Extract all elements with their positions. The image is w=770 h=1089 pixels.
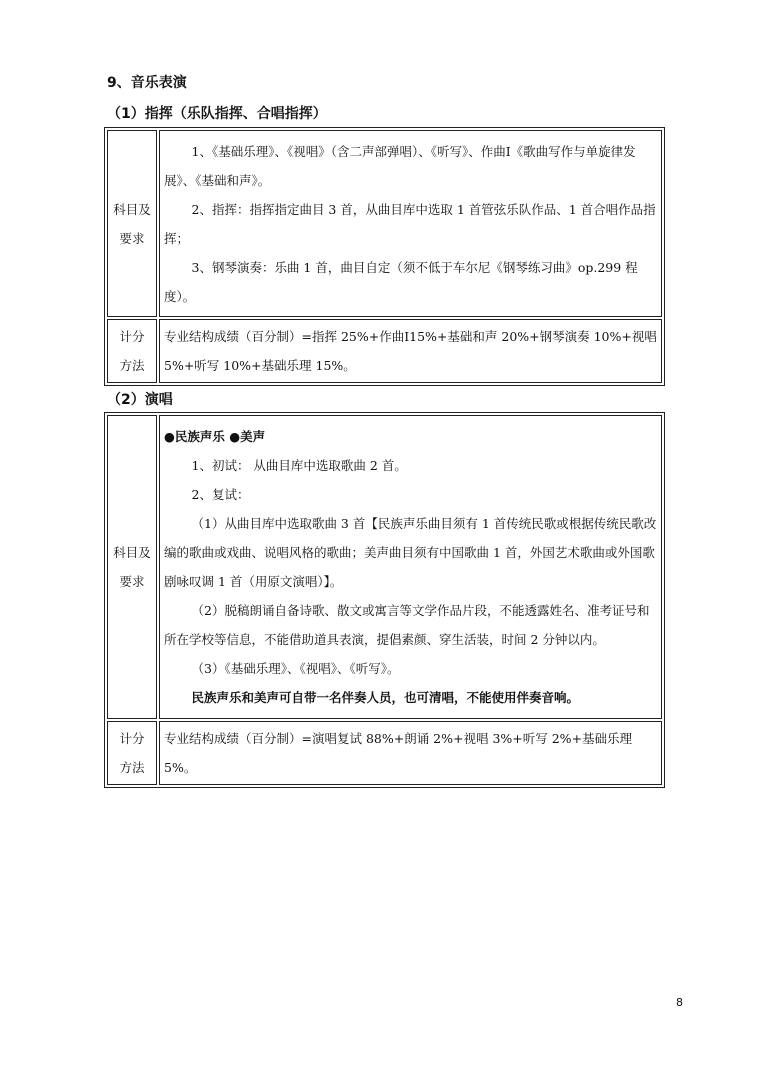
subsection-title-singing: （2）演唱	[107, 392, 173, 408]
requirement-item: （1）从曲目库中选取歌曲 3 首【民族声乐曲目须有 1 首传统民歌或根据传统民歌改编的歌曲或戏曲、说唱风格的歌曲；美声曲目须有中国歌曲 1 首，外国艺术歌曲或外国歌剧咏叹调 1 首（用原文演唱）】。	[164, 516, 657, 589]
label-line: 要求	[119, 574, 145, 589]
page-number: 8	[676, 996, 683, 1009]
subsection-title-conducting: （1）指挥（乐队指挥、合唱指挥）	[107, 106, 327, 122]
label-line: 计分	[119, 731, 145, 746]
requirements-label	[107, 415, 157, 719]
accompaniment-note: 民族声乐和美声可自带一名伴奏人员，也可清唱，不能使用伴奏音响。	[191, 690, 580, 705]
label-line: 科目及	[113, 545, 151, 560]
score-content	[159, 721, 662, 785]
label-line: 方法	[119, 760, 145, 775]
table-row	[107, 415, 662, 719]
requirement-item: 2、复试：	[191, 487, 250, 502]
label-line: 要求	[119, 230, 145, 246]
requirements-content	[159, 415, 662, 719]
table-row	[107, 130, 662, 317]
score-label	[107, 319, 157, 383]
label-line: 方法	[119, 358, 145, 373]
score-content	[159, 319, 662, 383]
requirement-item: 2、指挥：指挥指定曲目 3 首，从曲目库中选取 1 首管弦乐队作品、1 首合唱作品指挥；	[164, 201, 656, 246]
table-row	[107, 721, 662, 785]
section-title: 9、音乐表演	[107, 75, 187, 91]
score-text: 专业结构成绩（百分制）=指挥 25%+作曲Ⅰ15%+基础和声 20%+钢琴演奏 10%+视唱 5%+听写 10%+基础乐理 15%。	[164, 329, 657, 373]
table-row	[107, 319, 662, 383]
label-line: 科目及	[113, 201, 151, 217]
score-text: 专业结构成绩（百分制）=演唱复试 88%+朗诵 2%+视唱 3%+听写 2%+基础乐理 5%。	[164, 731, 633, 775]
requirements-content	[159, 130, 662, 317]
requirement-item: （3）《基础乐理》、《视唱》、《听写》。	[191, 661, 400, 676]
singing-table	[104, 412, 665, 788]
requirement-item: （2）脱稿朗诵自备诗歌、散文或寓言等文学作品片段，不能透露姓名、准考证号和所在学校等信息，不能借助道具表演，提倡素颜、穿生活装，时间 2 分钟以内。	[164, 603, 650, 647]
requirement-item: 1、《基础乐理》、《视唱》（含二声部弹唱）、《听写》、作曲Ⅰ《歌曲写作与单旋律发展》、《基础和声》。	[164, 143, 636, 188]
conducting-table	[104, 127, 665, 386]
requirement-item: 1、初试： 从曲目库中选取歌曲 2 首。	[191, 458, 407, 473]
requirement-item: 3、钢琴演奏：乐曲 1 首，曲目自定（须不低于车尔尼《钢琴练习曲》op.299 程度）。	[164, 259, 638, 304]
label-line: 计分	[119, 329, 145, 344]
requirements-label	[107, 130, 157, 317]
score-label	[107, 721, 157, 785]
categories-heading: ●民族声乐 ●美声	[164, 429, 266, 444]
